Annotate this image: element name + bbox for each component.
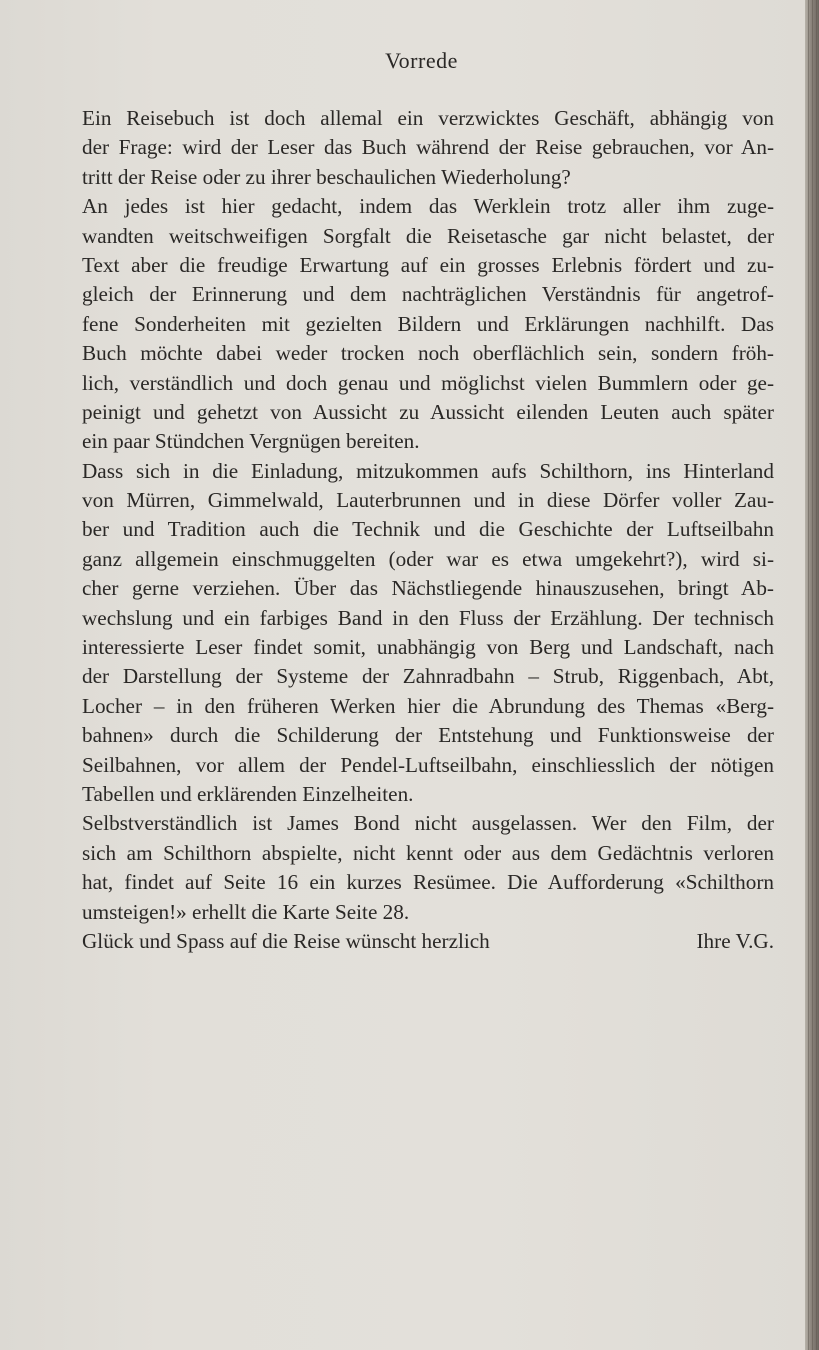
text-line: Dass sich in die Einladung, mitzukommen aufs Schilthorn, ins Hinterland [82, 458, 774, 483]
body-text [82, 104, 774, 956]
text-line: umsteigen!» erhellt die Karte Seite 28. [82, 899, 410, 924]
text-line: Text aber die freudige Erwartung auf ein grosses Erlebnis fördert und zu- [82, 252, 774, 277]
text-line: Ein Reisebuch ist doch allemal ein verzwicktes Geschäft, abhängig von [82, 106, 774, 130]
text-line: fene Sonderheiten mit gezielten Bildern und Erklärungen nachhilft. Das [82, 311, 774, 336]
paragraph-1 [82, 104, 774, 192]
edge-line [812, 0, 813, 1350]
text-line: bahnen» durch die Schilderung der Entstehung und Funktionsweise der [82, 723, 774, 748]
text-line: Tabellen und erklärenden Einzelheiten. [82, 781, 414, 806]
text-line: von Mürren, Gimmelwald, Lauterbrunnen und in diese Dörfer voller Zau- [82, 488, 774, 513]
text-line: gleich der Erinnerung und dem nachträglichen Verständnis für angetrof- [82, 282, 774, 307]
text-line: ein paar Stündchen Vergnügen bereiten. [82, 429, 420, 454]
paragraph-3 [82, 457, 774, 810]
text-line: cher gerne verziehen. Über das Nächstliegende hinauszusehen, bringt Ab- [82, 576, 774, 601]
text-line: Selbstverständlich ist James Bond nicht ausgelassen. Wer den Film, der [82, 811, 774, 836]
edge-line [808, 0, 809, 1350]
text-line: tritt der Reise oder zu ihrer beschaulichen Wiederholung? [82, 164, 571, 189]
text-line: wandten weitschweifigen Sorgfalt die Reisetasche gar nicht belastet, der [82, 223, 774, 248]
page-title: Vorrede [385, 48, 458, 73]
text-line: An jedes ist hier gedacht, indem das Werklein trotz aller ihm zuge- [82, 194, 774, 219]
text-line: wechslung und ein farbiges Band in den Fluss der Erzählung. Der technisch [82, 605, 774, 630]
text-line: der Frage: wird der Leser das Buch während der Reise gebrauchen, vor An- [82, 135, 774, 160]
text-line: ber und Tradition auch die Technik und die Geschichte der Luftseilbahn [82, 517, 774, 542]
text-line: Locher – in den früheren Werken hier die Abrundung des Themas «Berg- [82, 693, 774, 718]
closing-line [82, 927, 774, 956]
text-line: der Darstellung der Systeme der Zahnradbahn – Strub, Riggenbach, Abt, [82, 664, 774, 689]
edge-line [816, 0, 817, 1350]
paragraph-4 [82, 809, 774, 927]
closing-text: Glück und Spass auf die Reise wünscht herzlich [82, 928, 490, 953]
signature: Ihre V.G. [696, 928, 774, 953]
text-line: ganz allgemein einschmuggelten (oder war es etwa umgekehrt?), wird si- [82, 546, 774, 571]
text-line: interessierte Leser findet somit, unabhängig von Berg und Landschaft, nach [82, 635, 774, 660]
text-line: sich am Schilthorn abspielte, nicht kennt oder aus dem Gedächtnis verloren [82, 840, 774, 865]
text-line: peinigt und gehetzt von Aussicht zu Aussicht eilenden Leuten auch später [82, 399, 774, 424]
text-line: Seilbahnen, vor allem der Pendel-Luftseilbahn, einschliesslich der nötigen [82, 752, 774, 777]
page-edge [805, 0, 819, 1350]
text-line: hat, findet auf Seite 16 ein kurzes Resümee. Die Aufforderung «Schilthorn [82, 870, 774, 895]
text-line: lich, verständlich und doch genau und möglichst vielen Bummlern oder ge- [82, 370, 774, 395]
paragraph-2 [82, 192, 774, 457]
text-line: Buch möchte dabei weder trocken noch oberflächlich sein, sondern fröh- [82, 341, 774, 366]
